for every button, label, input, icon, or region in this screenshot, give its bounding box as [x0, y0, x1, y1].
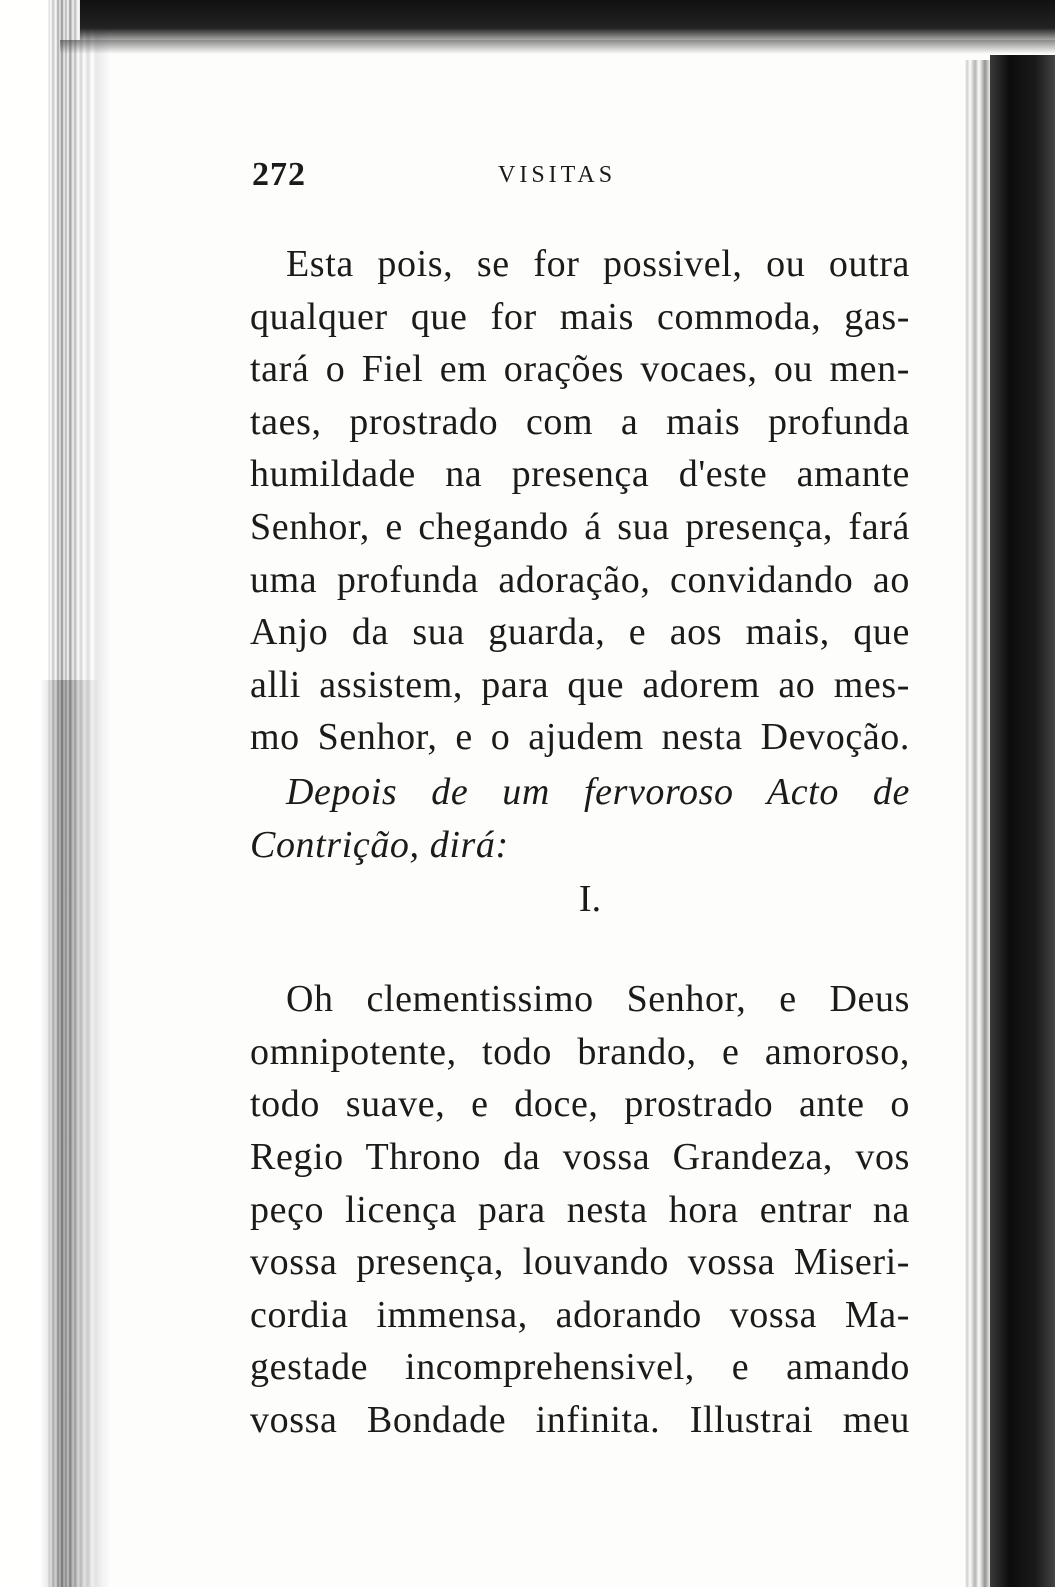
top-edge-shadow [60, 40, 1055, 54]
right-binding-edge [990, 55, 1055, 1587]
left-gutter-shadow [40, 680, 100, 1587]
text-line: alli assistem, para que adorem ao mes- [250, 663, 910, 706]
text-line: humildade na presença d'este amante [250, 453, 910, 496]
top-binding-edge [80, 0, 1055, 40]
text-line: gestade incomprehensivel, e amando [250, 1346, 910, 1389]
text-line: qualquer que for mais commoda, gas- [250, 295, 910, 338]
page-text-area [250, 150, 910, 1446]
rubric-line: Contrição, dirá: [250, 823, 509, 866]
text-line: vossa Bondade infinita. Illustrai meu [250, 1398, 910, 1441]
text-line: peço licença para nesta hora entrar na [250, 1188, 910, 1231]
right-edge-streaks [955, 60, 991, 1587]
text-line: taes, prostrado com a mais profunda [250, 400, 910, 443]
text-line: Oh clementissimo Senhor, e Deus [286, 978, 910, 1021]
text-line: Regio Throno da vossa Grandeza, vos [250, 1135, 910, 1178]
text-line: Esta pois, se for possivel, ou outra [286, 243, 910, 285]
text-line: omnipotente, todo brando, e amoroso, [250, 1030, 910, 1073]
page-number: 272 [252, 156, 306, 193]
paragraph-instructions [250, 238, 910, 764]
rubric-line: Depois de um fervoroso Acto de [286, 770, 910, 813]
body-text [250, 238, 910, 1446]
running-title: VISITAS [498, 162, 617, 188]
text-line: todo suave, e doce, prostrado ante o [250, 1083, 910, 1126]
text-line: Anjo da sua guarda, e aos mais, que [250, 611, 910, 654]
text-line: tará o Fiel em orações vocaes, ou men- [250, 348, 910, 391]
text-line: Senhor, e chegando á sua presença, fará [250, 505, 910, 548]
text-line: cordia immensa, adorando vossa Ma- [250, 1293, 910, 1336]
paragraph-prayer [250, 973, 910, 1446]
text-line: vossa presença, louvando vossa Miseri- [250, 1241, 910, 1284]
running-head [250, 150, 910, 194]
rubric-italic [250, 766, 910, 871]
section-number: I. [578, 878, 602, 921]
text-line: uma profunda adoração, convidando ao [250, 558, 910, 601]
text-line: mo Senhor, e o ajudem nesta Devoção. [250, 716, 910, 759]
